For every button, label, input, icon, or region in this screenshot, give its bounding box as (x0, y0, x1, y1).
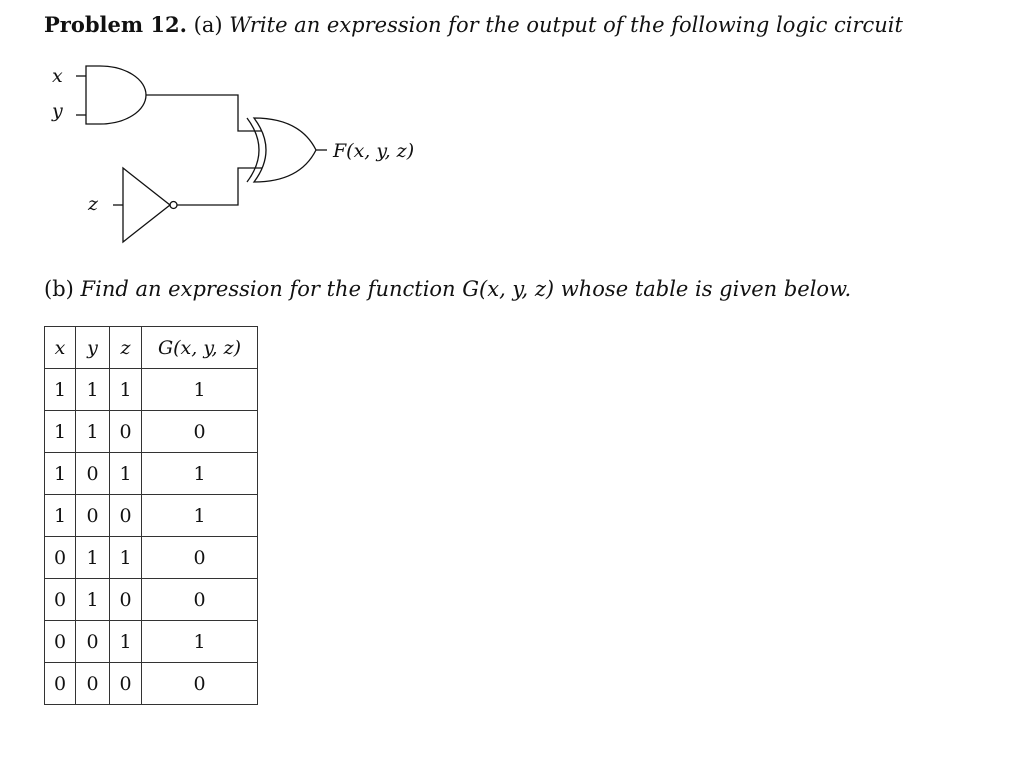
part-a-prompt: Write an expression for the output of the following logic circuit (229, 13, 903, 37)
table-row (45, 411, 258, 453)
truth-table (44, 326, 258, 705)
header-y: y (76, 327, 110, 369)
table-row (45, 453, 258, 495)
wire-and-out (146, 95, 262, 131)
cell-z: 0 (110, 579, 142, 621)
cell-g: 1 (142, 621, 258, 663)
table-header-row (45, 327, 258, 369)
header-x: x (45, 327, 76, 369)
cell-g: 1 (142, 495, 258, 537)
cell-y: 0 (76, 663, 110, 705)
table-row (45, 369, 258, 411)
cell-y: 0 (76, 453, 110, 495)
or-gate (254, 118, 316, 182)
cell-g: 0 (142, 537, 258, 579)
cell-z: 1 (110, 621, 142, 663)
not-bubble (170, 202, 177, 209)
cell-x: 0 (45, 663, 76, 705)
cell-g: 0 (142, 411, 258, 453)
problem-number: Problem 12. (44, 12, 187, 37)
part-b-label: (b) (44, 277, 74, 301)
header-g: G(x, y, z) (142, 327, 258, 369)
part-a-label: (a) (193, 13, 223, 37)
cell-x: 0 (45, 579, 76, 621)
cell-x: 0 (45, 621, 76, 663)
output-label: F(x, y, z) (333, 140, 415, 162)
cell-z: 0 (110, 495, 142, 537)
and-gate (86, 66, 146, 124)
cell-z: 0 (110, 411, 142, 453)
cell-z: 0 (110, 663, 142, 705)
cell-y: 1 (76, 537, 110, 579)
table-row (45, 663, 258, 705)
cell-x: 0 (45, 537, 76, 579)
cell-y: 1 (76, 411, 110, 453)
table-row (45, 579, 258, 621)
not-gate (123, 168, 170, 242)
part-b-heading (44, 277, 851, 301)
cell-y: 0 (76, 495, 110, 537)
cell-x: 1 (45, 369, 76, 411)
cell-x: 1 (45, 411, 76, 453)
cell-z: 1 (110, 537, 142, 579)
wire-not-out (177, 168, 262, 205)
input-z-label: z (88, 193, 99, 215)
cell-g: 0 (142, 579, 258, 621)
input-y-label: y (52, 100, 63, 122)
cell-y: 1 (76, 369, 110, 411)
table-row (45, 537, 258, 579)
cell-y: 0 (76, 621, 110, 663)
cell-x: 1 (45, 453, 76, 495)
header-z: z (110, 327, 142, 369)
table-row (45, 621, 258, 663)
table-row (45, 495, 258, 537)
cell-g: 1 (142, 369, 258, 411)
cell-z: 1 (110, 453, 142, 495)
cell-g: 1 (142, 453, 258, 495)
problem-heading (44, 12, 903, 37)
cell-g: 0 (142, 663, 258, 705)
cell-z: 1 (110, 369, 142, 411)
part-b-prompt: Find an expression for the function G(x, y, z) whose table is given below. (80, 277, 852, 301)
cell-y: 1 (76, 579, 110, 621)
cell-x: 1 (45, 495, 76, 537)
input-x-label: x (52, 65, 63, 87)
